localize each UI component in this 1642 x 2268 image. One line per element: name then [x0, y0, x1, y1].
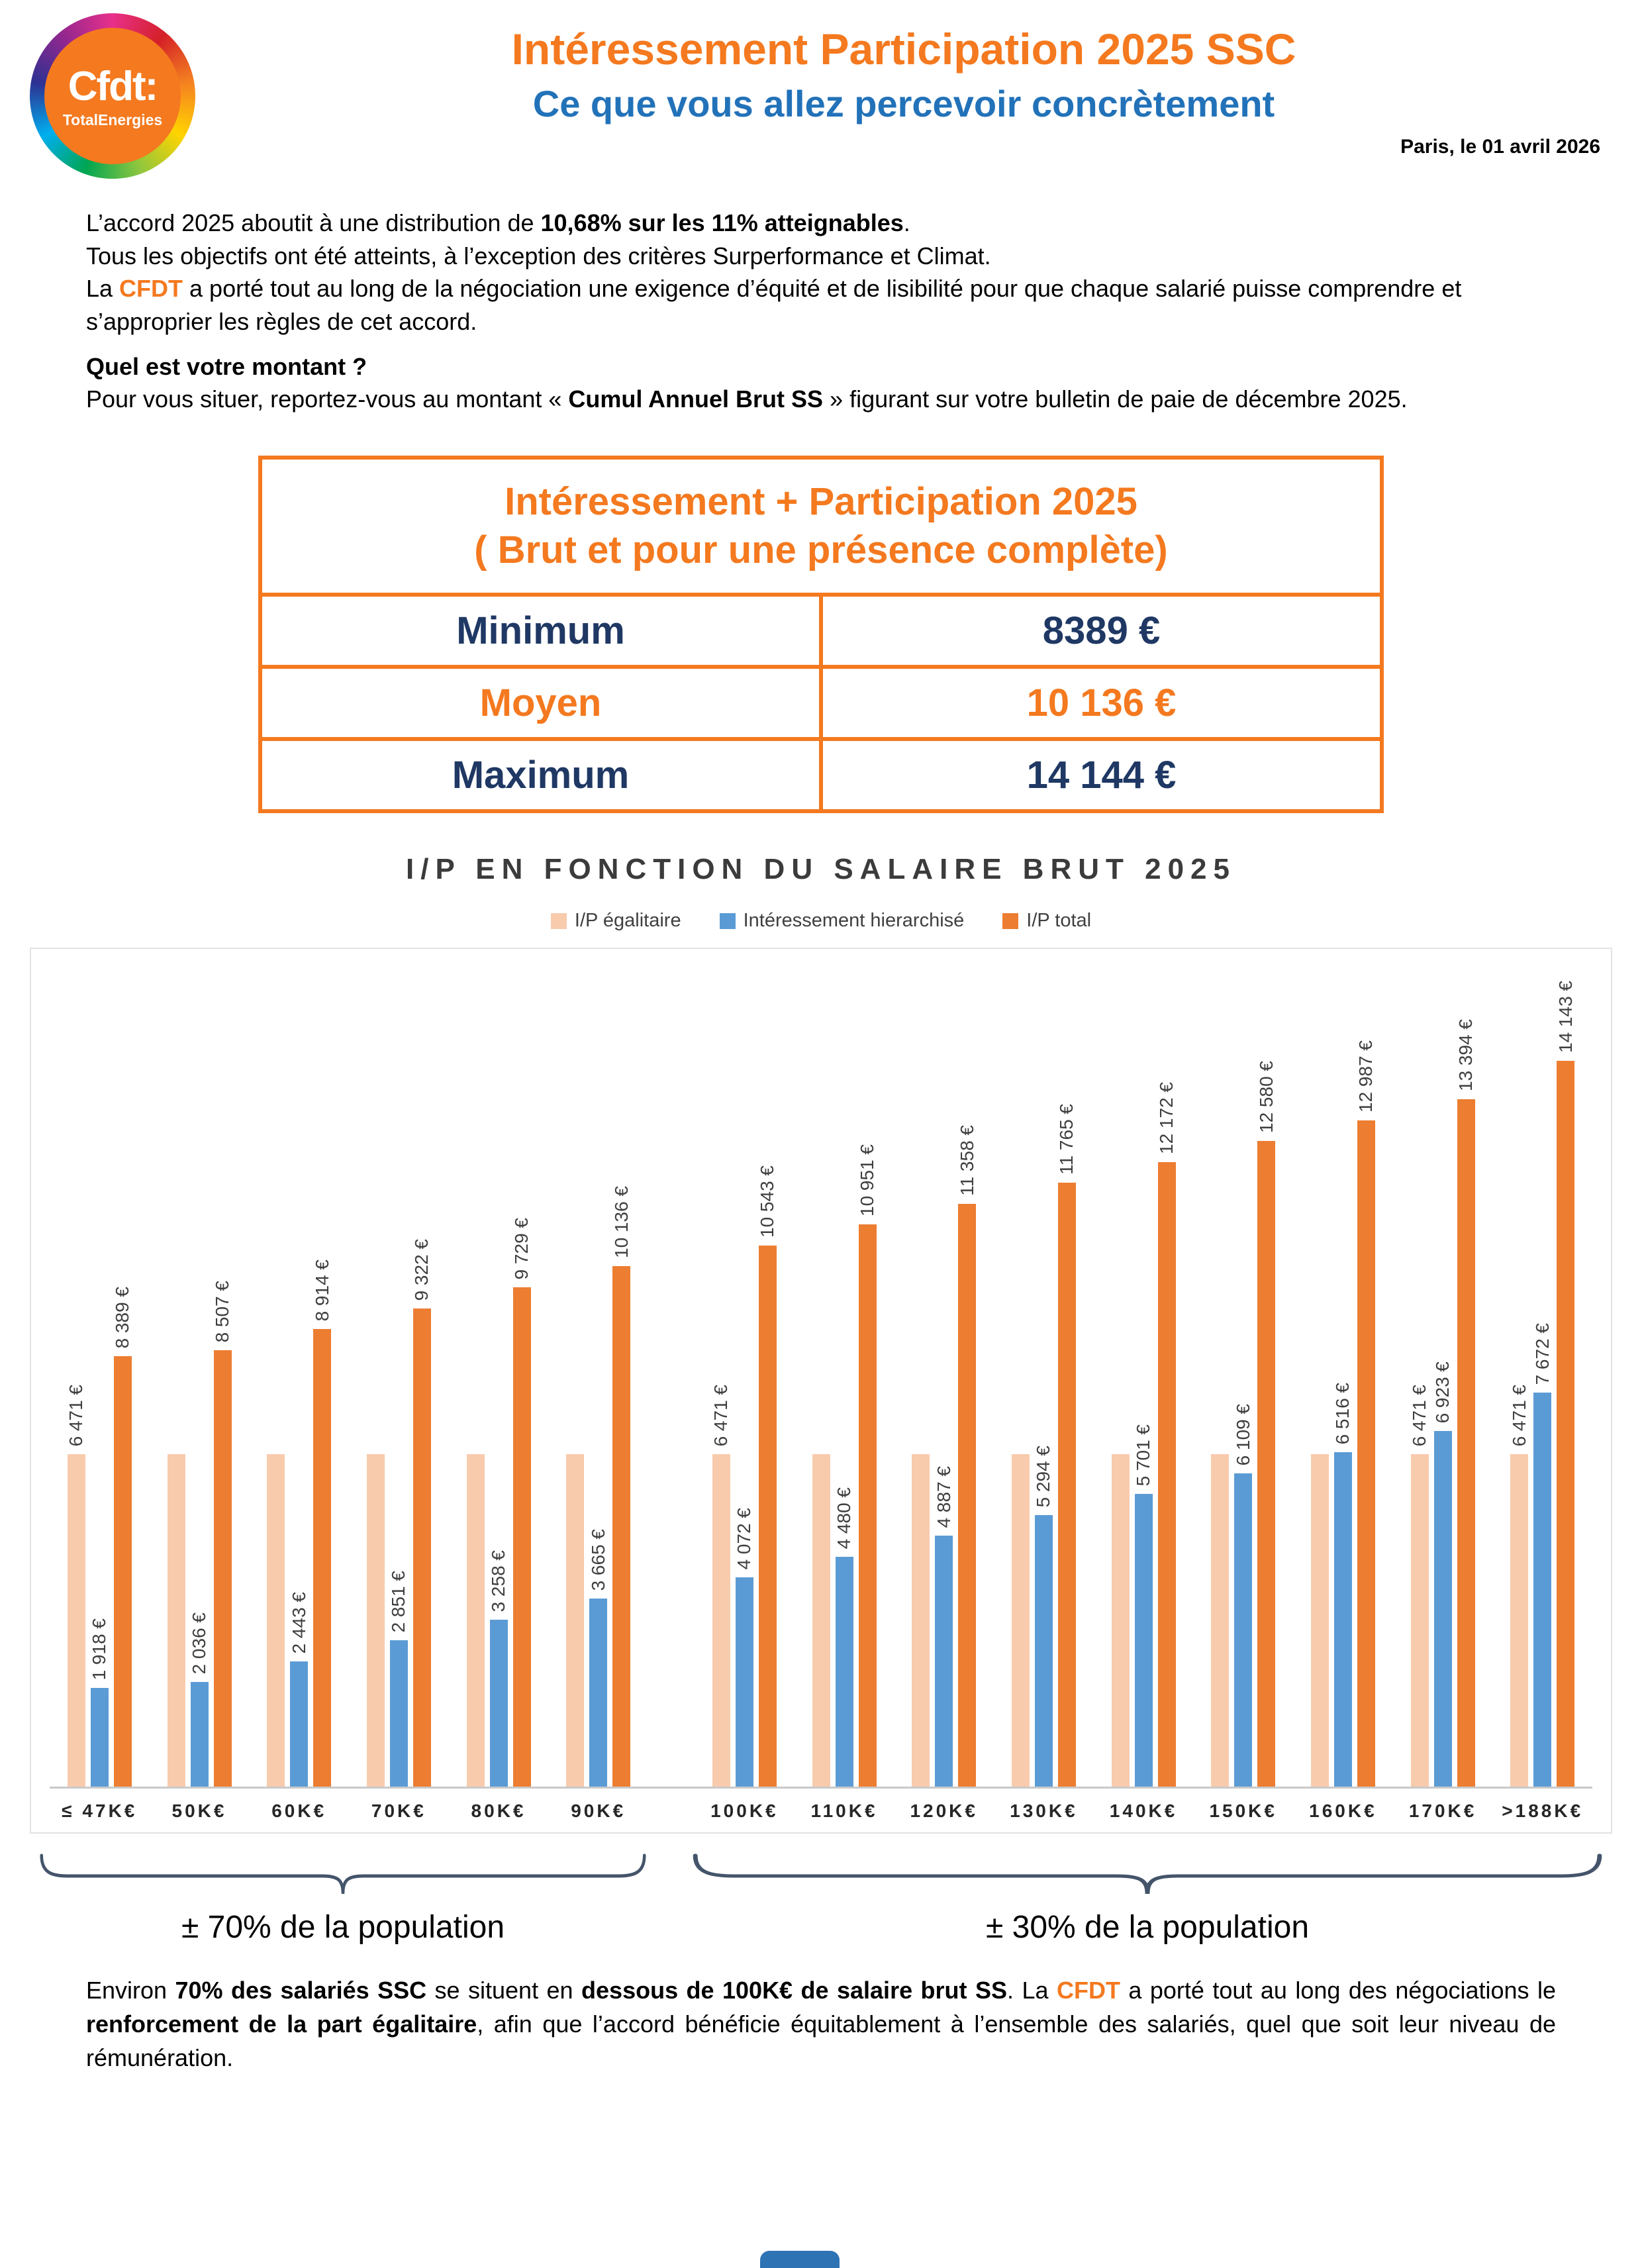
text-segment: CFDT	[119, 275, 183, 303]
summary-table-row	[262, 737, 1380, 809]
summary-table-rows	[262, 593, 1380, 809]
bar-slot	[191, 967, 209, 1787]
bar-slot	[958, 967, 976, 1787]
bar	[1035, 1515, 1053, 1787]
text-segment: Environ	[86, 1977, 175, 2004]
question-heading: Quel est votre montant ?	[86, 352, 367, 380]
summary-table-title-line1: Intéressement + Participation 2025	[505, 480, 1137, 524]
bar-slot	[1058, 967, 1076, 1787]
bar	[267, 1454, 285, 1787]
bar	[114, 1356, 132, 1787]
bar-value-label: 4 072 €	[734, 1507, 755, 1570]
bar-value-label: 1 918 €	[89, 1618, 110, 1681]
page-title: Intéressement Participation 2025 SSC	[511, 25, 1296, 74]
bar-slot	[836, 967, 853, 1787]
text-segment: Tous les objectifs ont été atteints, à l’exception des critères Surperformance et Climat.	[86, 242, 991, 270]
bar-slot	[1257, 967, 1275, 1787]
bar	[912, 1454, 930, 1787]
bar-value-label: 2 443 €	[288, 1591, 309, 1654]
bar	[736, 1577, 753, 1787]
bar-value-label: 9 729 €	[511, 1217, 532, 1280]
bar-slot	[1234, 967, 1252, 1787]
text-segment: Cumul Annuel Brut SS	[568, 385, 824, 413]
bar-slot	[612, 967, 630, 1787]
bar	[566, 1454, 584, 1787]
legend-label: I/P égalitaire	[574, 910, 681, 932]
bar	[1158, 1162, 1176, 1787]
bar-value-label: 12 580 €	[1255, 1061, 1277, 1134]
bar-group	[249, 967, 349, 1787]
bar-slot	[1357, 967, 1375, 1787]
bar-value-label: 6 471 €	[1409, 1384, 1430, 1447]
legend-swatch	[1002, 913, 1018, 929]
bar	[313, 1329, 331, 1787]
bar	[759, 1246, 777, 1787]
bar	[191, 1682, 209, 1787]
bar	[1012, 1454, 1030, 1787]
chart-title: I/P EN FONCTION DU SALAIRE BRUT 2025	[406, 853, 1236, 886]
page-subtitle: Ce que vous allez percevoir concrètement	[532, 83, 1275, 124]
logo-cfdt-text: Cfdt:	[68, 64, 158, 109]
bar-slot	[1434, 967, 1452, 1787]
bar	[589, 1599, 607, 1787]
bar-slot	[267, 967, 285, 1787]
x-axis-label: 160K€	[1309, 1800, 1377, 1822]
bar-value-label: 9 322 €	[411, 1238, 432, 1301]
bar-slot	[1334, 967, 1352, 1787]
bar-group	[1193, 967, 1293, 1787]
chart-xlabels	[50, 1800, 1592, 1822]
bar-slot	[114, 967, 132, 1787]
bar-value-label: 12 172 €	[1156, 1082, 1177, 1155]
logo-inner-disc	[44, 28, 181, 164]
x-axis-label: 110K€	[810, 1800, 878, 1822]
bar-slot	[91, 967, 109, 1787]
header	[0, 0, 1642, 179]
summary-row-value: 8389 €	[819, 597, 1380, 665]
x-axis-label: ≤ 47K€	[62, 1800, 138, 1822]
text-segment: La	[86, 275, 120, 303]
bar	[1533, 1393, 1551, 1787]
text-segment: .	[903, 209, 910, 236]
logo-totalenergies-text: TotalEnergies	[62, 111, 163, 128]
bar-group	[1492, 967, 1592, 1787]
bar	[168, 1454, 185, 1787]
bar	[367, 1454, 385, 1787]
bar	[859, 1224, 877, 1787]
text-segment: L’accord 2025 aboutit à une distribution de	[86, 209, 541, 236]
summary-table-title-line2: ( Brut et pour une présence complète)	[474, 528, 1168, 571]
x-axis-label: >188K€	[1502, 1800, 1584, 1822]
x-axis-label: 120K€	[910, 1800, 978, 1822]
summary-row-value: 10 136 €	[819, 669, 1380, 737]
bar-value-label: 4 887 €	[933, 1465, 954, 1528]
bar-group	[50, 967, 150, 1787]
bar-slot	[68, 967, 85, 1787]
x-axis-label: 80K€	[471, 1800, 526, 1822]
bar-slot	[759, 967, 777, 1787]
bar	[68, 1454, 85, 1787]
bar	[91, 1688, 109, 1787]
bar	[958, 1204, 976, 1787]
bar-group	[994, 967, 1094, 1787]
bar-group	[449, 967, 549, 1787]
summary-table-title	[262, 460, 1380, 593]
bar-value-label: 6 471 €	[710, 1384, 732, 1447]
brace-right-icon	[693, 1853, 1602, 1896]
bar-group	[1094, 967, 1194, 1787]
bar-group	[150, 967, 250, 1787]
bar-group	[548, 967, 648, 1787]
bar	[1457, 1099, 1475, 1787]
bar	[812, 1454, 830, 1787]
bar-group	[349, 967, 449, 1787]
bar-slot	[390, 967, 408, 1787]
bar-value-label: 6 923 €	[1432, 1361, 1453, 1424]
bar-chart	[30, 948, 1612, 1834]
date-line: Paris, le 01 avril 2026	[1400, 136, 1600, 158]
intro-paragraph-1	[86, 207, 1556, 240]
bar-value-label: 3 665 €	[587, 1528, 608, 1591]
bar-value-label: 5 294 €	[1033, 1445, 1054, 1508]
legend-swatch	[720, 913, 736, 929]
bar	[1510, 1454, 1528, 1787]
bar	[1058, 1183, 1076, 1787]
bar	[1135, 1494, 1153, 1787]
bar	[413, 1308, 431, 1787]
bar-group	[894, 967, 994, 1787]
bar-value-label: 6 471 €	[1508, 1384, 1529, 1447]
bar-value-label: 6 471 €	[66, 1384, 87, 1447]
text-segment: 70% des salariés SSC	[175, 1977, 427, 2004]
text-segment: dessous de 100K€ de salaire brut SS	[581, 1977, 1007, 2004]
bar	[490, 1620, 508, 1787]
legend-label: I/P total	[1026, 910, 1092, 932]
bar-slot	[1135, 967, 1153, 1787]
text-segment: CFDT	[1056, 1977, 1120, 2004]
bar-value-label: 10 136 €	[610, 1186, 632, 1259]
bar-slot	[1411, 967, 1429, 1787]
bar-group	[795, 967, 894, 1787]
x-axis-label: 140K€	[1109, 1800, 1178, 1822]
x-axis-label: 100K€	[710, 1800, 779, 1822]
bar-slot	[214, 967, 232, 1787]
closing-paragraph	[86, 1973, 1556, 2075]
x-axis-label: 170K€	[1408, 1800, 1477, 1822]
legend-label: Intéressement hierarchisé	[743, 910, 965, 932]
bar-slot	[935, 967, 953, 1787]
legend-item	[1002, 910, 1091, 932]
intro-paragraph-4	[86, 383, 1556, 416]
bar-slot	[912, 967, 930, 1787]
bar-slot	[1557, 967, 1574, 1787]
bar	[1257, 1141, 1275, 1787]
bar-slot	[313, 967, 331, 1787]
chart-legend	[0, 910, 1642, 932]
bar-value-label: 3 258 €	[488, 1550, 509, 1612]
bar-slot	[712, 967, 730, 1787]
bar-value-label: 12 987 €	[1355, 1040, 1376, 1113]
intro-paragraph-2	[86, 240, 1556, 273]
bar	[1211, 1454, 1229, 1787]
bar-slot	[290, 967, 308, 1787]
text-segment: renforcement de la part égalitaire	[86, 2010, 477, 2038]
bar-group	[695, 967, 795, 1787]
bar-slot	[1510, 967, 1528, 1787]
summary-table	[258, 456, 1384, 813]
bar-slot	[1457, 967, 1475, 1787]
bar-slot	[812, 967, 830, 1787]
bar	[1557, 1061, 1574, 1787]
bar-value-label: 8 507 €	[212, 1280, 232, 1343]
bar-slot	[513, 967, 531, 1787]
summary-row-label: Maximum	[452, 754, 630, 797]
bar	[513, 1287, 531, 1787]
bar	[1357, 1120, 1375, 1787]
x-axis-label: 150K€	[1209, 1800, 1277, 1822]
bar	[836, 1557, 853, 1787]
bar-slot	[1211, 967, 1229, 1787]
bar-slot	[168, 967, 185, 1787]
population-labels	[40, 1909, 1602, 1946]
population-left-label: ± 70% de la population	[181, 1910, 505, 1946]
bar	[214, 1350, 232, 1787]
legend-item	[720, 910, 965, 932]
bar-value-label: 11 358 €	[956, 1125, 977, 1197]
bar-value-label: 10 543 €	[757, 1165, 778, 1238]
bar	[1112, 1454, 1130, 1787]
bar-slot	[1112, 967, 1130, 1787]
bar-value-label: 4 480 €	[834, 1487, 855, 1550]
text-segment: Pour vous situer, reportez-vous au montant «	[86, 385, 569, 413]
bar-slot	[589, 967, 607, 1787]
footer-tab	[760, 2251, 840, 2268]
summary-table-row	[262, 665, 1380, 737]
bar	[712, 1454, 730, 1787]
bar-value-label: 10 951 €	[857, 1144, 878, 1217]
population-right-label: ± 30% de la population	[985, 1910, 1310, 1946]
header-titles	[195, 13, 1612, 179]
bar-group	[1293, 967, 1393, 1787]
text-segment: 10,68% sur les 11% atteignables	[540, 209, 904, 236]
bar-value-label: 11 765 €	[1056, 1104, 1077, 1175]
x-axis-label: 60K€	[271, 1800, 327, 1822]
population-braces	[40, 1853, 1602, 1896]
brace-left-icon	[40, 1853, 646, 1896]
bar-value-label: 2 851 €	[388, 1570, 409, 1633]
bar-slot	[736, 967, 753, 1787]
bar-slot	[1311, 967, 1329, 1787]
bar-value-label: 8 389 €	[112, 1286, 133, 1349]
text-segment: a porté tout au long des négociations le	[1120, 1977, 1556, 2004]
bar-slot	[859, 967, 877, 1787]
bar-slot	[1012, 967, 1030, 1787]
bar-value-label: 5 701 €	[1133, 1424, 1154, 1487]
x-axis-label: 50K€	[171, 1800, 227, 1822]
bar-slot	[413, 967, 431, 1787]
bar	[1234, 1473, 1252, 1787]
text-segment: . La	[1007, 1977, 1057, 2004]
bar	[1334, 1452, 1352, 1787]
bar	[390, 1640, 408, 1787]
bar-group	[1393, 967, 1493, 1787]
cfdt-totalenergies-logo	[30, 13, 195, 179]
text-segment: a porté tout au long de la négociation une exigence d’équité et de lisibilité pour que chaque salarié puisse comprendre et s’approprier les règles de cet accord.	[86, 275, 1462, 336]
bar	[1411, 1454, 1429, 1787]
bar-value-label: 13 394 €	[1455, 1019, 1476, 1092]
bar-slot	[367, 967, 385, 1787]
cluster-gap	[648, 1800, 695, 1822]
intro-section	[86, 207, 1556, 416]
bar	[467, 1454, 485, 1787]
bar	[1311, 1454, 1329, 1787]
legend-swatch	[551, 913, 567, 929]
intro-paragraph-3	[86, 272, 1556, 338]
x-axis-label: 130K€	[1010, 1800, 1078, 1822]
bar	[1434, 1431, 1452, 1787]
bar-slot	[490, 967, 508, 1787]
bar-slot	[566, 967, 584, 1787]
summary-row-label: Moyen	[479, 681, 602, 725]
bar-value-label: 6 516 €	[1332, 1382, 1353, 1445]
bar	[935, 1536, 953, 1787]
legend-item	[551, 910, 681, 932]
bar-value-label: 14 143 €	[1555, 981, 1576, 1054]
x-axis-label: 90K€	[571, 1800, 626, 1822]
bar-slot	[1533, 967, 1551, 1787]
bar-slot	[1035, 967, 1053, 1787]
bar-slot	[467, 967, 485, 1787]
summary-row-label: Minimum	[456, 609, 625, 653]
x-axis-label: 70K€	[371, 1800, 426, 1822]
summary-table-row	[262, 593, 1380, 665]
bar	[612, 1266, 630, 1787]
chart-plot	[50, 967, 1592, 1789]
bar-value-label: 7 672 €	[1531, 1322, 1553, 1385]
bar-value-label: 8 914 €	[311, 1259, 332, 1322]
bar	[290, 1661, 308, 1787]
text-segment: , afin que l’accord bénéficie équitablement à l’ensemble des salariés, quel que soit leur niveau de rémunération.	[86, 2010, 1556, 2072]
bar-slot	[1158, 967, 1176, 1787]
text-segment: » figurant sur votre bulletin de paie de décembre 2025.	[823, 385, 1408, 413]
summary-row-value: 14 144 €	[819, 741, 1380, 809]
text-segment: se situent en	[426, 1977, 582, 2004]
bar-value-label: 2 036 €	[189, 1612, 209, 1675]
bar-value-label: 6 109 €	[1232, 1403, 1253, 1466]
